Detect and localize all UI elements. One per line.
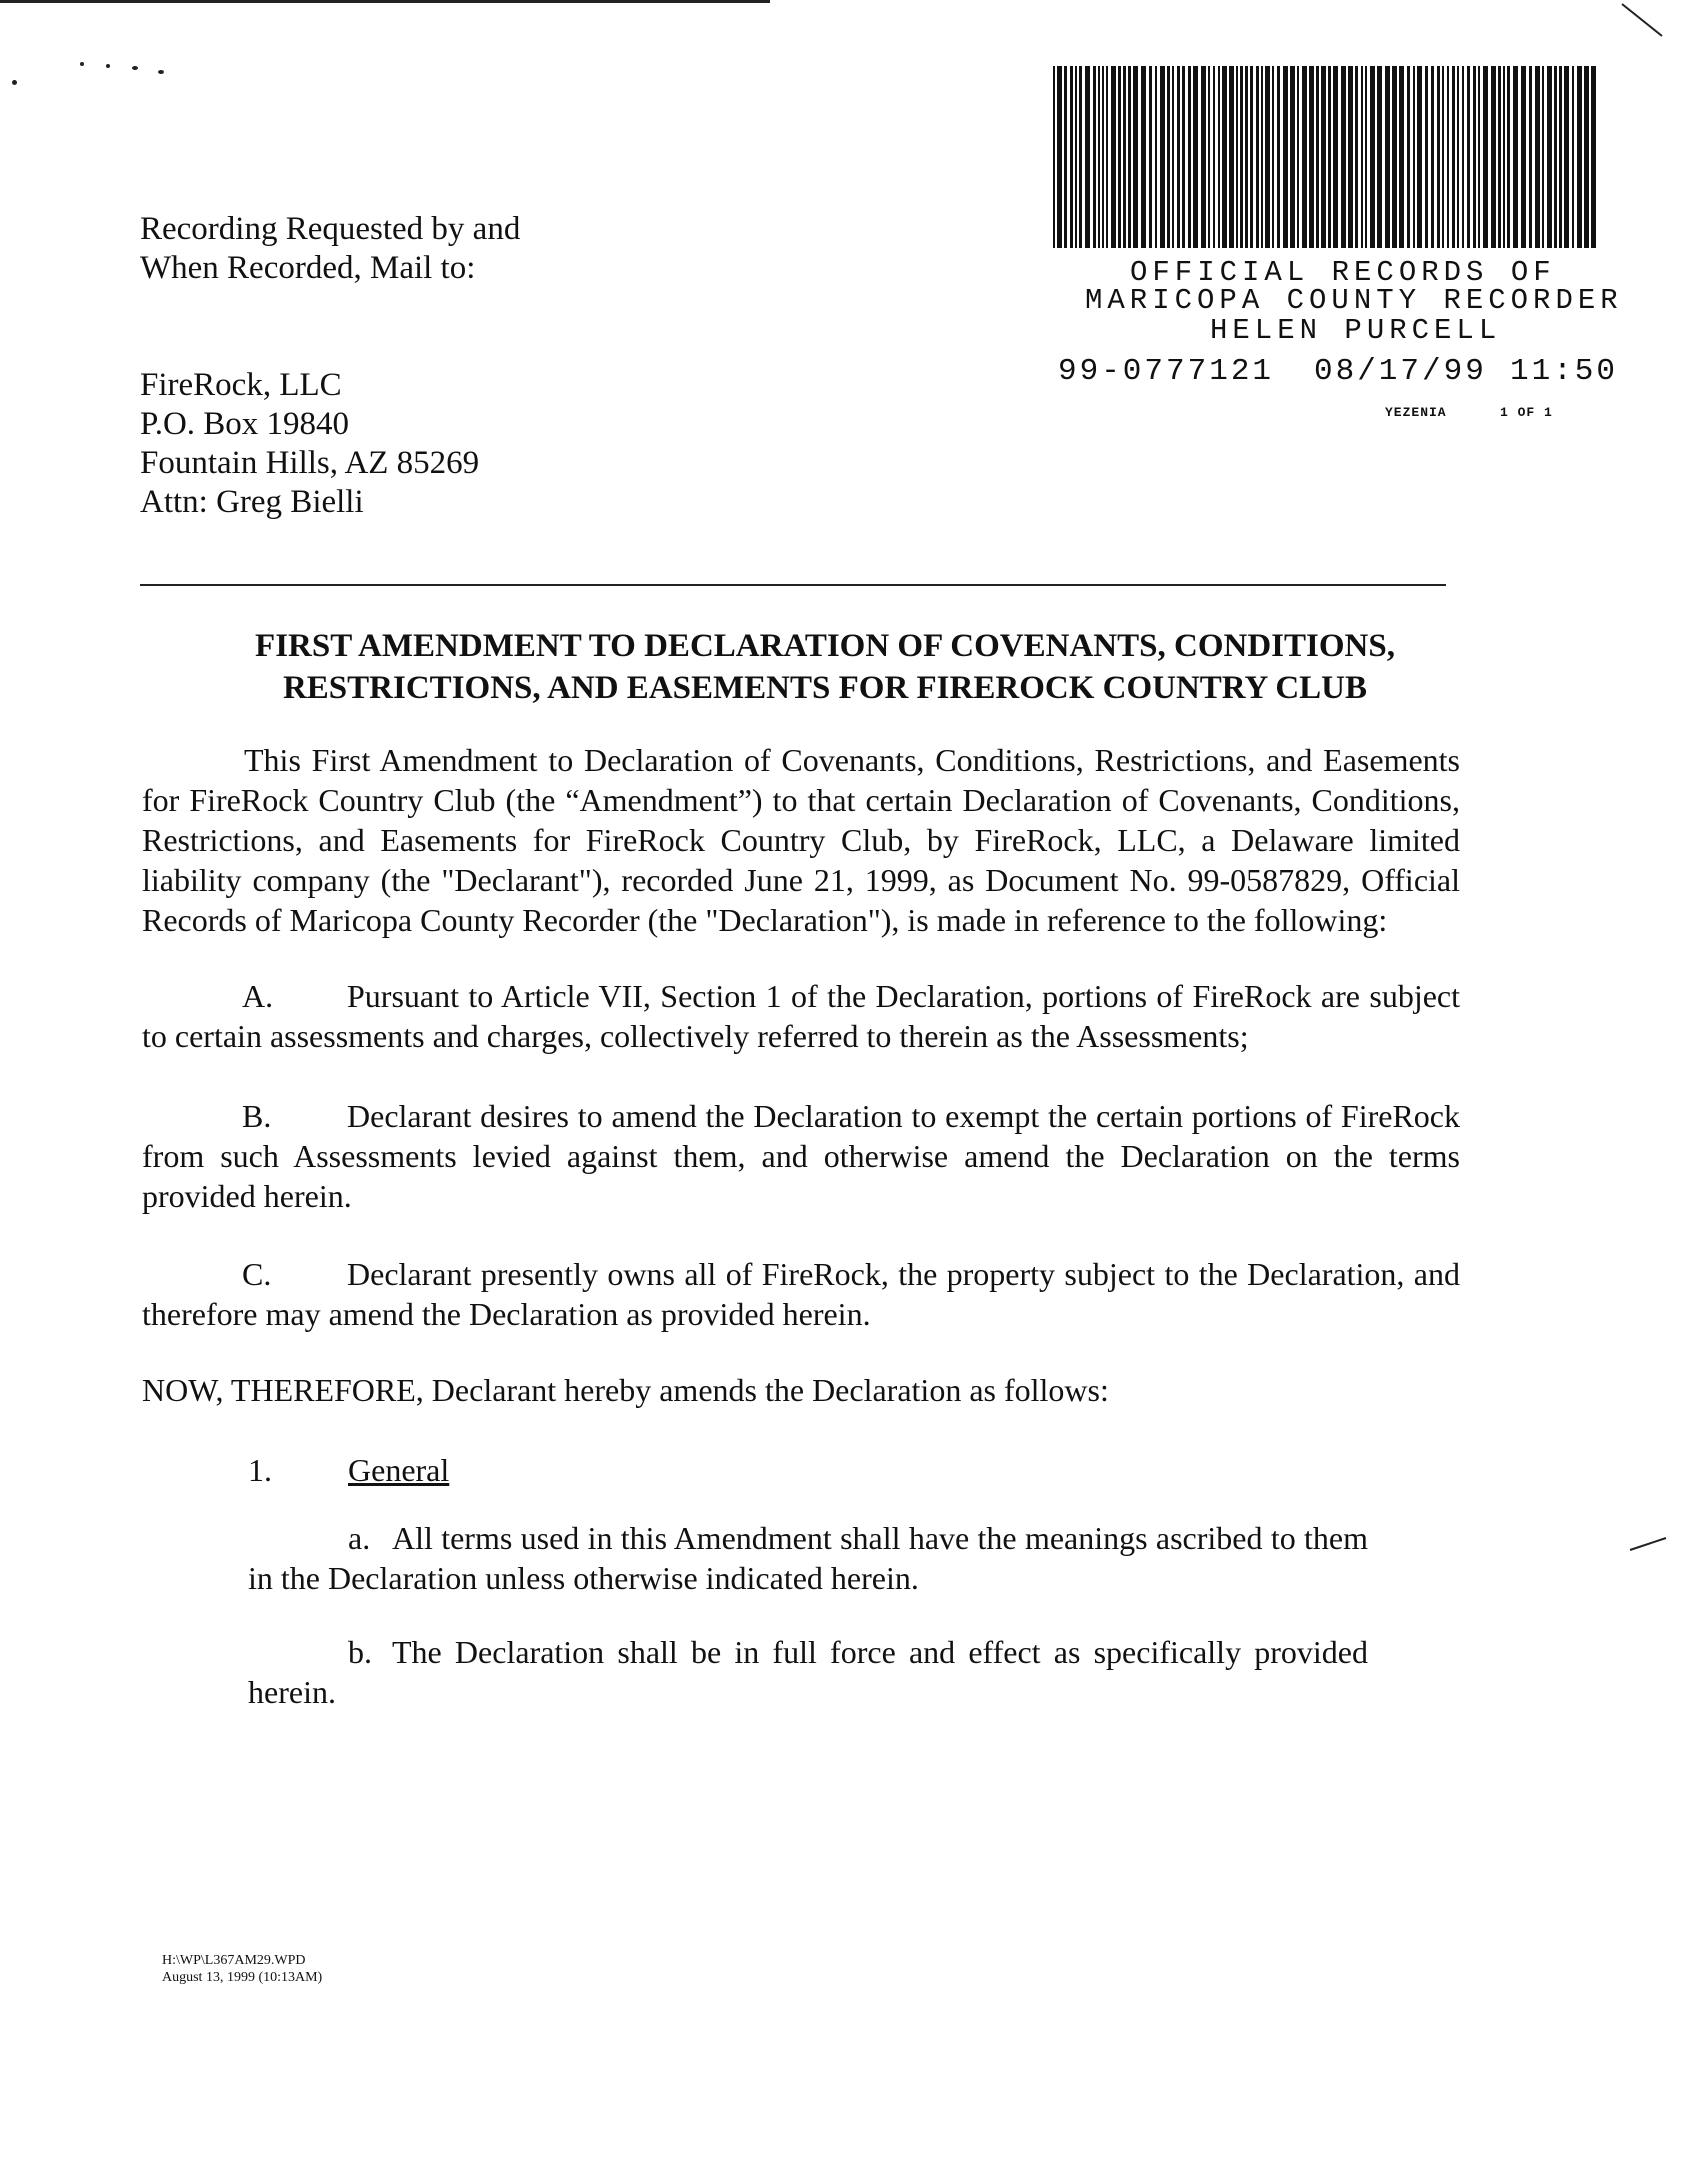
- item-text: The Declaration shall be in full force and effect as specifically provided herein.: [248, 1634, 1368, 1710]
- barcode-bar: [1265, 66, 1270, 248]
- barcode-bar: [1155, 66, 1157, 248]
- barcode-bar: [1172, 66, 1174, 248]
- barcode-bar: [1361, 66, 1363, 248]
- barcode-bar: [1507, 66, 1510, 248]
- barcode-bar: [1302, 66, 1307, 248]
- file-path: H:\WP\L367AM29.WPD: [162, 1953, 306, 1968]
- barcode-bar: [1229, 66, 1234, 248]
- item-text: All terms used in this Amendment shall have the meanings ascribed to them in the Declaration unless otherwise indicated herein.: [248, 1520, 1368, 1596]
- recital-label: B.: [242, 1098, 272, 1134]
- return-address-header: [140, 210, 520, 288]
- barcode-bar: [1079, 66, 1082, 248]
- barcode-bar: [1483, 66, 1488, 248]
- barcode-bar: [1085, 66, 1090, 248]
- barcode-bar: [1442, 66, 1444, 248]
- barcode-bar: [1093, 66, 1096, 248]
- header-divider: [140, 584, 1446, 586]
- barcode-bar: [1201, 66, 1206, 248]
- barcode-bar: [1385, 66, 1390, 248]
- barcode-bar: [1447, 66, 1449, 248]
- stamp-page-count: 1 OF 1: [1500, 405, 1553, 420]
- barcode-bar: [1245, 66, 1248, 248]
- scan-artifact-edge: [1628, 1534, 1668, 1554]
- barcode-bar: [1213, 66, 1215, 248]
- barcode-bar: [1160, 66, 1165, 248]
- barcode-bar: [1321, 66, 1326, 248]
- barcode-bar: [1564, 66, 1569, 248]
- barcode-bar: [1572, 66, 1574, 248]
- barcode-bar: [1064, 66, 1067, 248]
- section-number: 1.: [248, 1452, 272, 1488]
- addressee-name: FireRock, LLC: [140, 367, 342, 403]
- stamp-county-recorder: MARICOPA COUNTY RECORDER: [1085, 284, 1623, 317]
- barcode-bar: [1106, 66, 1108, 248]
- barcode-bar: [1521, 66, 1526, 248]
- barcode-bar: [1577, 66, 1582, 248]
- barcode-bar: [1437, 66, 1440, 248]
- section-title: General: [348, 1452, 450, 1488]
- barcode-bar: [1316, 66, 1319, 248]
- addressee-po-box: P.O. Box 19840: [140, 406, 350, 442]
- recital-text: Pursuant to Article VII, Section 1 of the Declaration, portions of FireRock are subject to certain assessments and charges, collectively referred to therein as the Assessments;: [142, 978, 1460, 1054]
- recital-label: A.: [242, 978, 274, 1014]
- barcode-bar: [1133, 66, 1138, 248]
- recital-text: Declarant presently owns all of FireRock, the property subject to the Declaration, and therefore may amend the Declaration as provided herein.: [142, 1256, 1460, 1332]
- recital-b: [142, 1096, 1460, 1216]
- barcode-bar: [1111, 66, 1116, 248]
- barcode-bar: [1218, 66, 1220, 248]
- barcode-bar: [1462, 66, 1464, 248]
- barcode-bar: [1407, 66, 1410, 248]
- barcode-bar: [1542, 66, 1544, 248]
- barcode-bar: [1341, 66, 1346, 248]
- barcode-bar: [1554, 66, 1557, 248]
- barcode-bar: [1070, 66, 1073, 248]
- barcode-bar: [1182, 66, 1185, 248]
- barcode-bar: [1457, 66, 1459, 248]
- return-address: [140, 366, 479, 522]
- recording-barcode: [1050, 62, 1600, 252]
- recital-c: [142, 1254, 1460, 1334]
- barcode-bar: [1591, 66, 1596, 248]
- barcode-bar: [1256, 66, 1259, 248]
- barcode-bar: [1333, 66, 1338, 248]
- barcode-bar: [1529, 66, 1532, 248]
- scan-speck: [12, 80, 17, 85]
- barcode-bar: [1584, 66, 1589, 248]
- barcode-bar: [1272, 66, 1274, 248]
- scan-speck: [158, 70, 164, 74]
- barcode-bar: [1123, 66, 1126, 248]
- barcode-bar: [1193, 66, 1198, 248]
- recording-requested-line: Recording Requested by and: [140, 211, 521, 247]
- barcode-bar: [1417, 66, 1422, 248]
- barcode-bar: [1547, 66, 1552, 248]
- document-title: [180, 625, 1470, 709]
- barcode-bar: [1261, 66, 1263, 248]
- barcode-bar: [1478, 66, 1480, 248]
- intro-text: This First Amendment to Declaration of Covenants, Conditions, Restrictions, and Easements for FireRock Country Club (the “Amendment”) to that certain Declaration of Covenants, Conditions, Restrictions, and Easements for FireRock Country Club, by FireRock, LLC, a Delaware limited liability company (the "Declarant"), recorded June 21, 1999, as Document No. 99-0587829, Official Records of Maricopa County Recorder (the "Declaration"), is made in reference to the following:: [142, 742, 1460, 938]
- barcode-bar: [1377, 66, 1382, 248]
- barcode-bar: [1118, 66, 1121, 248]
- barcode-bar: [1370, 66, 1375, 248]
- barcode-bar: [1559, 66, 1562, 248]
- barcode-bar: [1392, 66, 1397, 248]
- stamp-time: 11:50: [1510, 354, 1619, 389]
- item-label: a.: [348, 1520, 371, 1556]
- barcode-bar: [1498, 66, 1501, 248]
- file-reference: [162, 1952, 322, 1986]
- barcode-bar: [1328, 66, 1331, 248]
- intro-paragraph: [142, 740, 1460, 940]
- barcode-bar: [1297, 66, 1299, 248]
- section-1-item-a: [248, 1518, 1368, 1598]
- barcode-bar: [1236, 66, 1238, 248]
- barcode-bar: [1535, 66, 1540, 248]
- barcode-bar: [1491, 66, 1496, 248]
- barcode-bar: [1057, 66, 1062, 248]
- scan-speck: [80, 62, 84, 66]
- barcode-bar: [1399, 66, 1404, 248]
- barcode-bar: [1053, 66, 1055, 248]
- barcode-bar: [1473, 66, 1476, 248]
- barcode-bar: [1425, 66, 1428, 248]
- recital-label: C.: [242, 1256, 272, 1292]
- barcode-bar: [1141, 66, 1146, 248]
- barcode-bar: [1167, 66, 1170, 248]
- scan-edge: [0, 0, 770, 3]
- addressee-attn: Attn: Greg Bielli: [140, 484, 364, 520]
- barcode-bar: [1467, 66, 1470, 248]
- barcode-bar: [1309, 66, 1314, 248]
- section-1-item-b: [248, 1632, 1368, 1712]
- barcode-bar: [1355, 66, 1358, 248]
- barcode-bar: [1250, 66, 1253, 248]
- section-1-heading: [248, 1450, 449, 1490]
- barcode-bar: [1452, 66, 1455, 248]
- barcode-bar: [1208, 66, 1210, 248]
- barcode-bar: [1413, 66, 1415, 248]
- barcode-bar: [1277, 66, 1280, 248]
- barcode-bar: [1365, 66, 1367, 248]
- stamp-date: 08/17/99: [1314, 354, 1487, 389]
- barcode-bar: [1513, 66, 1518, 248]
- scan-speck: [106, 64, 110, 68]
- barcode-bar: [1177, 66, 1180, 248]
- barcode-bar: [1348, 66, 1353, 248]
- barcode-bar: [1503, 66, 1505, 248]
- file-date: August 13, 1999 (10:13AM): [162, 1970, 323, 1985]
- title-line-2: RESTRICTIONS, AND EASEMENTS FOR FIREROCK COUNTRY CLUB: [282, 670, 1368, 706]
- recital-text: Declarant desires to amend the Declaration to exempt the certain portions of FireRock from such Assessments levied against them, and otherwise amend the Declaration on the terms provided herein.: [142, 1098, 1460, 1214]
- scan-speck: [132, 66, 138, 70]
- item-label: b.: [348, 1634, 372, 1670]
- barcode-bar: [1075, 66, 1077, 248]
- barcode-bar: [1098, 66, 1100, 248]
- barcode-bar: [1240, 66, 1243, 248]
- barcode-bar: [1149, 66, 1152, 248]
- recital-a: [142, 976, 1460, 1056]
- stamp-official-records: OFFICIAL RECORDS OF: [1130, 256, 1556, 289]
- mail-to-line: When Recorded, Mail to:: [140, 250, 476, 286]
- barcode-bar: [1283, 66, 1288, 248]
- scan-artifact-corner: [1620, 0, 1670, 40]
- stamp-recorder-name: HELEN PURCELL: [1210, 314, 1502, 347]
- addressee-city: Fountain Hills, AZ 85269: [140, 445, 480, 481]
- now-therefore: NOW, THEREFORE, Declarant hereby amends the Declaration as follows:: [142, 1372, 1109, 1408]
- title-line-1: FIRST AMENDMENT TO DECLARATION OF COVENANTS, CONDITIONS,: [255, 628, 1395, 664]
- stamp-document-number: 99-0777121: [1058, 354, 1275, 389]
- stamp-clerk: YEZENIA: [1385, 405, 1447, 420]
- barcode-bar: [1102, 66, 1104, 248]
- barcode-bar: [1128, 66, 1131, 248]
- barcode-bar: [1290, 66, 1295, 248]
- barcode-bar: [1188, 66, 1191, 248]
- barcode-bar: [1431, 66, 1434, 248]
- barcode-bar: [1222, 66, 1227, 248]
